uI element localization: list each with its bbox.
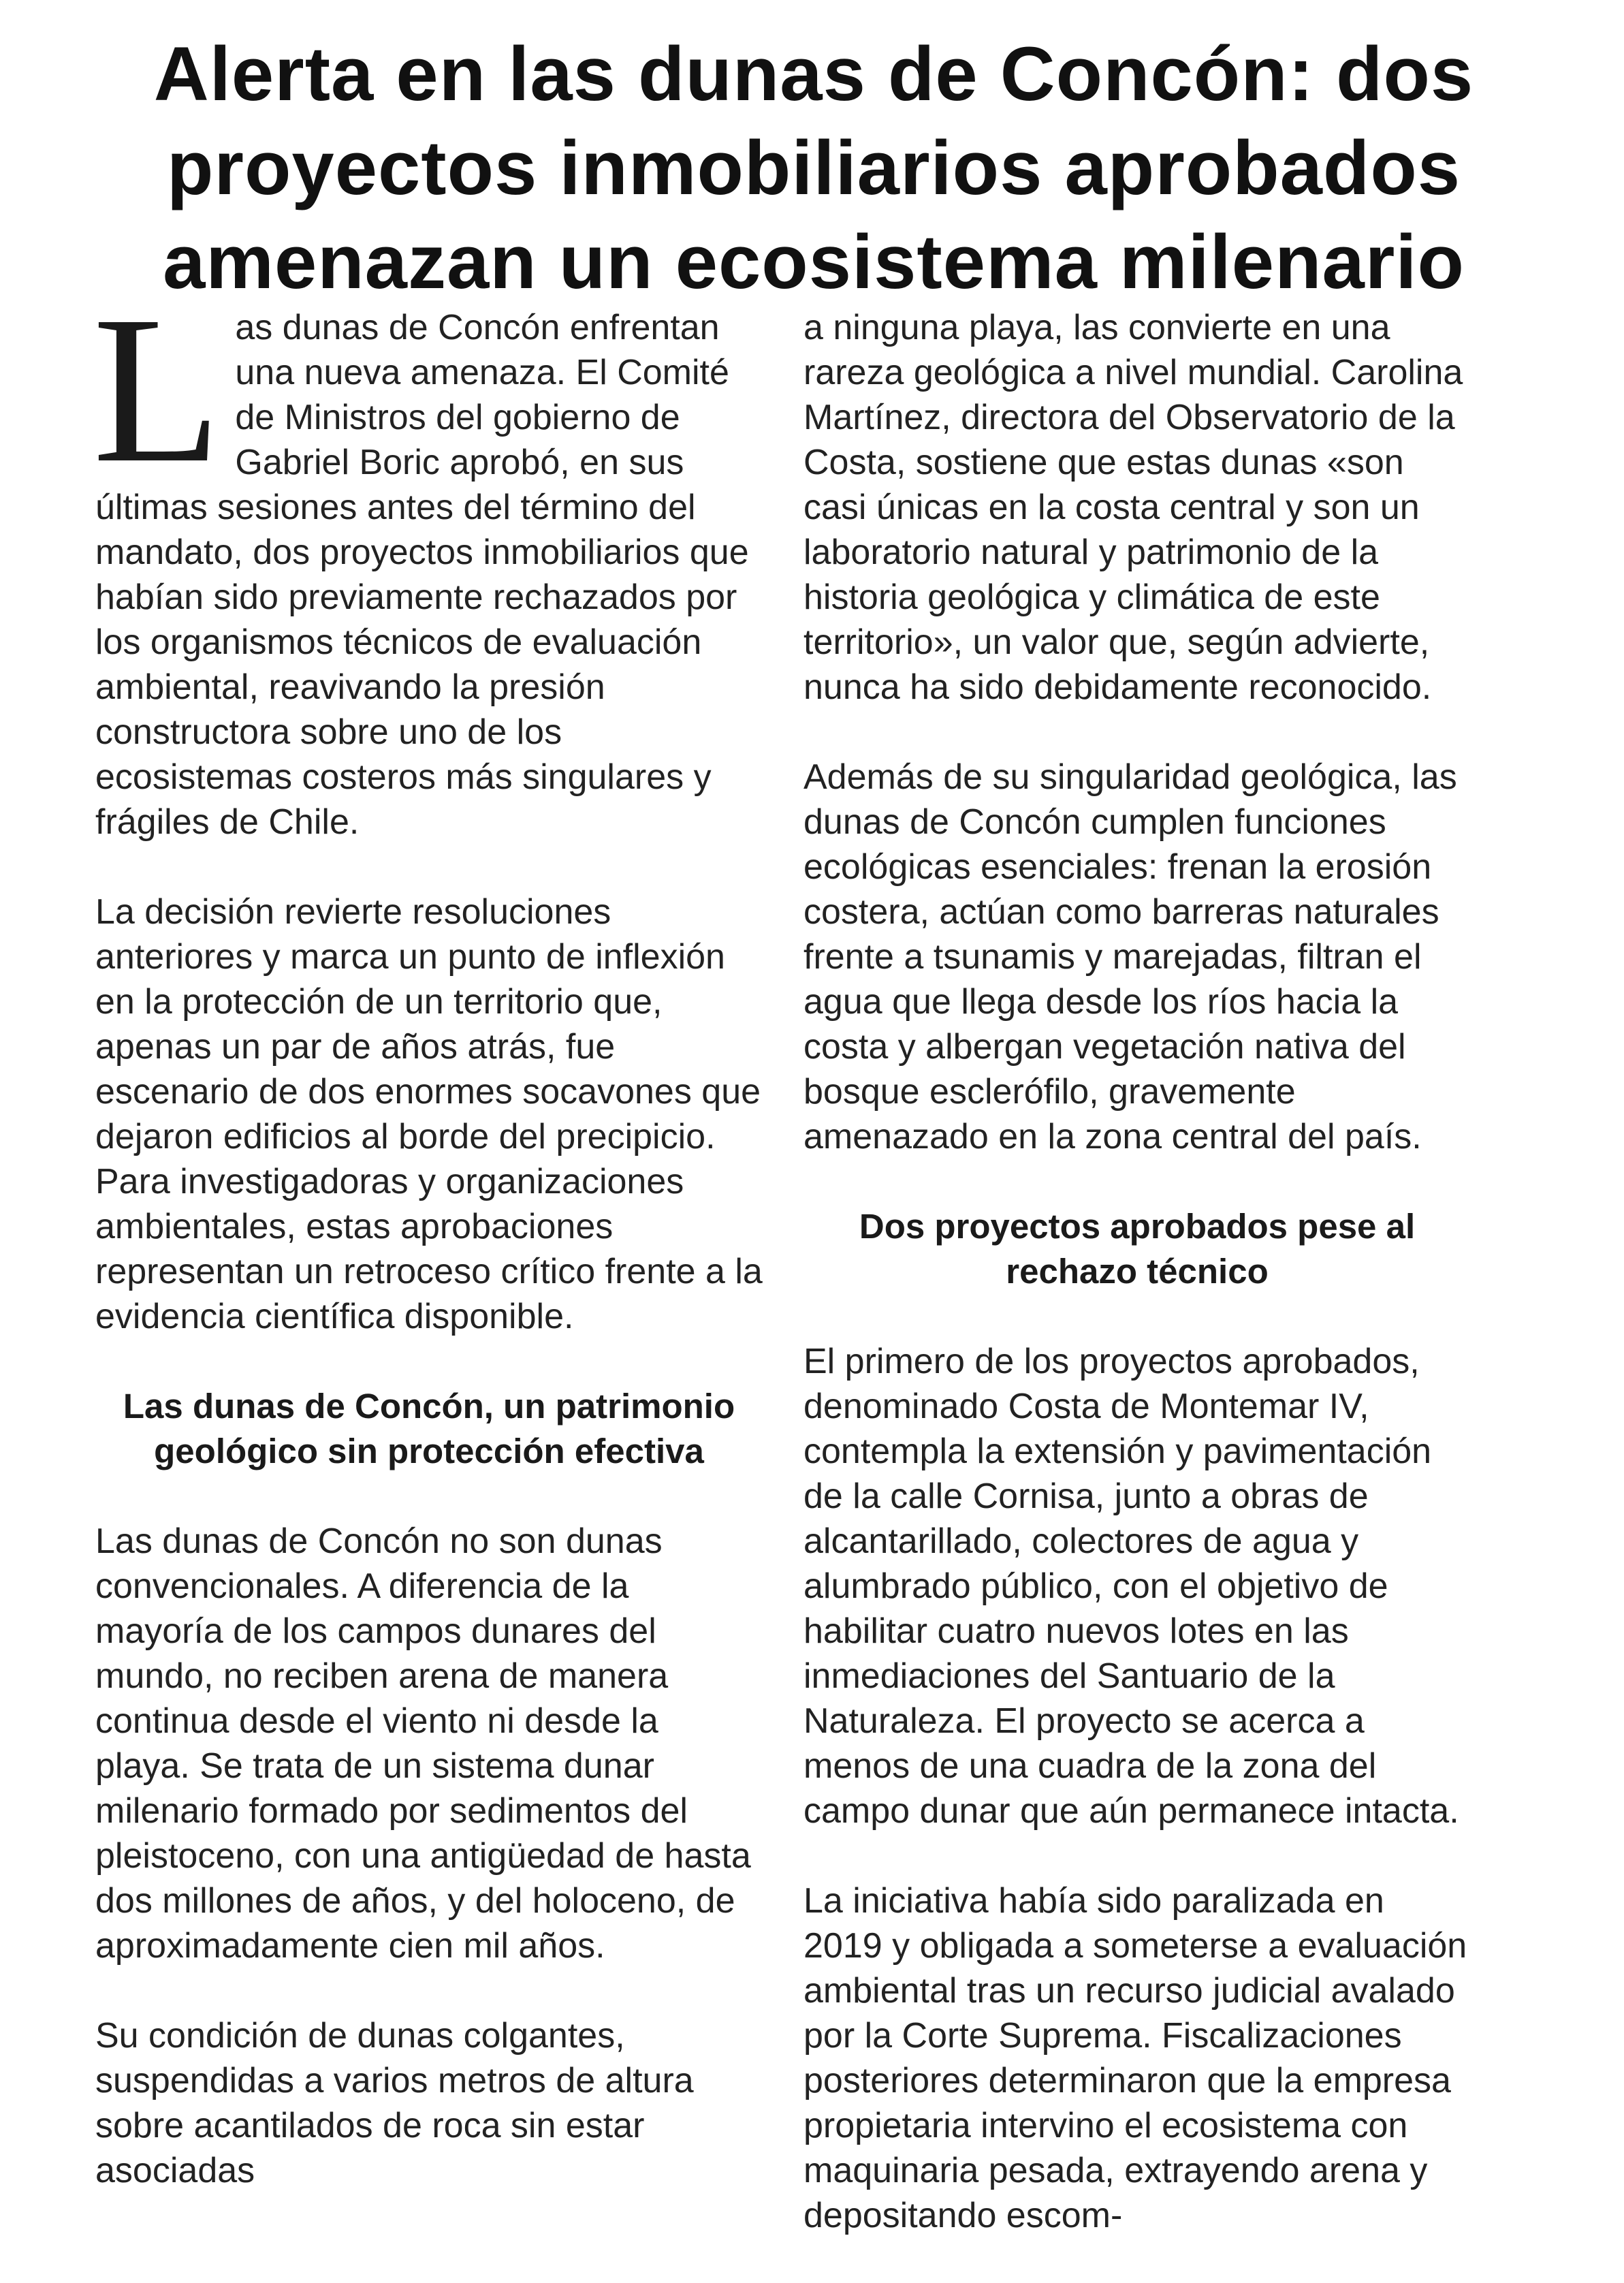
- left-column: [93, 273, 763, 2238]
- lead-paragraph-text: as dunas de Concón enfrentan una nueva amenaza. El Comité de Ministros del gobierno de Gabriel Boric aprobó, en sus últimas sesiones antes del término del mandato, dos proyectos inmobiliarios que habían sido previamente rechazados por los organismos técnicos de evaluación ambiental, reavivando la presión constructora sobre uno de los ecosistemas costeros más singulares y frágiles de Chile.: [95, 308, 749, 842]
- lead-paragraph: [93, 273, 763, 845]
- section-subheading: Dos proyectos aprobados pese al rechazo técnico: [859, 1207, 1416, 1291]
- article-headline: Alerta en las dunas de Concón: dos proyectos inmobiliarios aprobados amenazan un ecosistema milenario: [153, 31, 1474, 304]
- body-paragraph: La iniciativa había sido paralizada en 2019 y obligada a someterse a evaluación ambiental tras un recurso judicial avalado por la Corte Suprema. Fiscalizaciones posteriores determinaron que la empresa propietaria intervino el ecosistema con maquinaria pesada, extrayendo arena y depositando escom-: [803, 1881, 1467, 2235]
- body-paragraph: La decisión revierte resoluciones anteriores y marca un punto de inflexión en la protección de un territorio que, apenas un par de años atrás, fue escenario de dos enormes socavones que dejaron edificios al borde del precipicio. Para investigadoras y organizaciones ambientales, estas aprobaciones representan un retroceso crítico frente a la evidencia científica disponible.: [95, 892, 763, 1336]
- body-paragraph: Además de su singularidad geológica, las dunas de Concón cumplen funciones ecológicas esenciales: frenan la erosión costera, actúan como barreras naturales frente a tsunamis y marejadas, filtran el agua que llega desde los ríos hacia la costa y albergan vegetación nativa del bosque esclerófilo, gravemente amenazado en la zona central del país.: [803, 757, 1457, 1156]
- drop-cap: L: [93, 273, 222, 507]
- body-paragraph: Su condición de dunas colgantes, suspendidas a varios metros de altura sobre acantilados de roca sin estar asociadas: [95, 2016, 694, 2190]
- body-paragraph: Las dunas de Concón no son dunas convencionales. A diferencia de la mayoría de los campos dunares del mundo, no reciben arena de manera continua desde el viento ni desde la playa. Se trata de un sistema dunar milenario formado por sedimentos del pleistoceno, con una antigüedad de hasta dos millones de años, y del holoceno, de aproximadamente cien mil años.: [95, 1522, 751, 1966]
- body-paragraph: a ninguna playa, las convierte en una rareza geológica a nivel mundial. Carolina Martínez, directora del Observatorio de la Costa, sostiene que estas dunas «son casi únicas en la costa central y son un laboratorio natural y patrimonio de la historia geológica y climática de este territorio», un valor que, según advierte, nunca ha sido debidamente reconocido.: [803, 308, 1463, 707]
- section-subheading: Las dunas de Concón, un patrimonio geológico sin protección efectiva: [123, 1387, 735, 1470]
- body-paragraph: El primero de los proyectos aprobados, denominado Costa de Montemar IV, contempla la extensión y pavimentación de la calle Cornisa, junto a obras de alcantarillado, colectores de agua y alumbrado público, con el objetivo de habilitar cuatro nuevos lotes en las inmediaciones del Santuario de la Naturaleza. El proyecto se acerca a menos de una cuadra de la zona del campo dunar que aún permanece intacta.: [803, 1342, 1459, 1831]
- right-column: [803, 305, 1471, 2283]
